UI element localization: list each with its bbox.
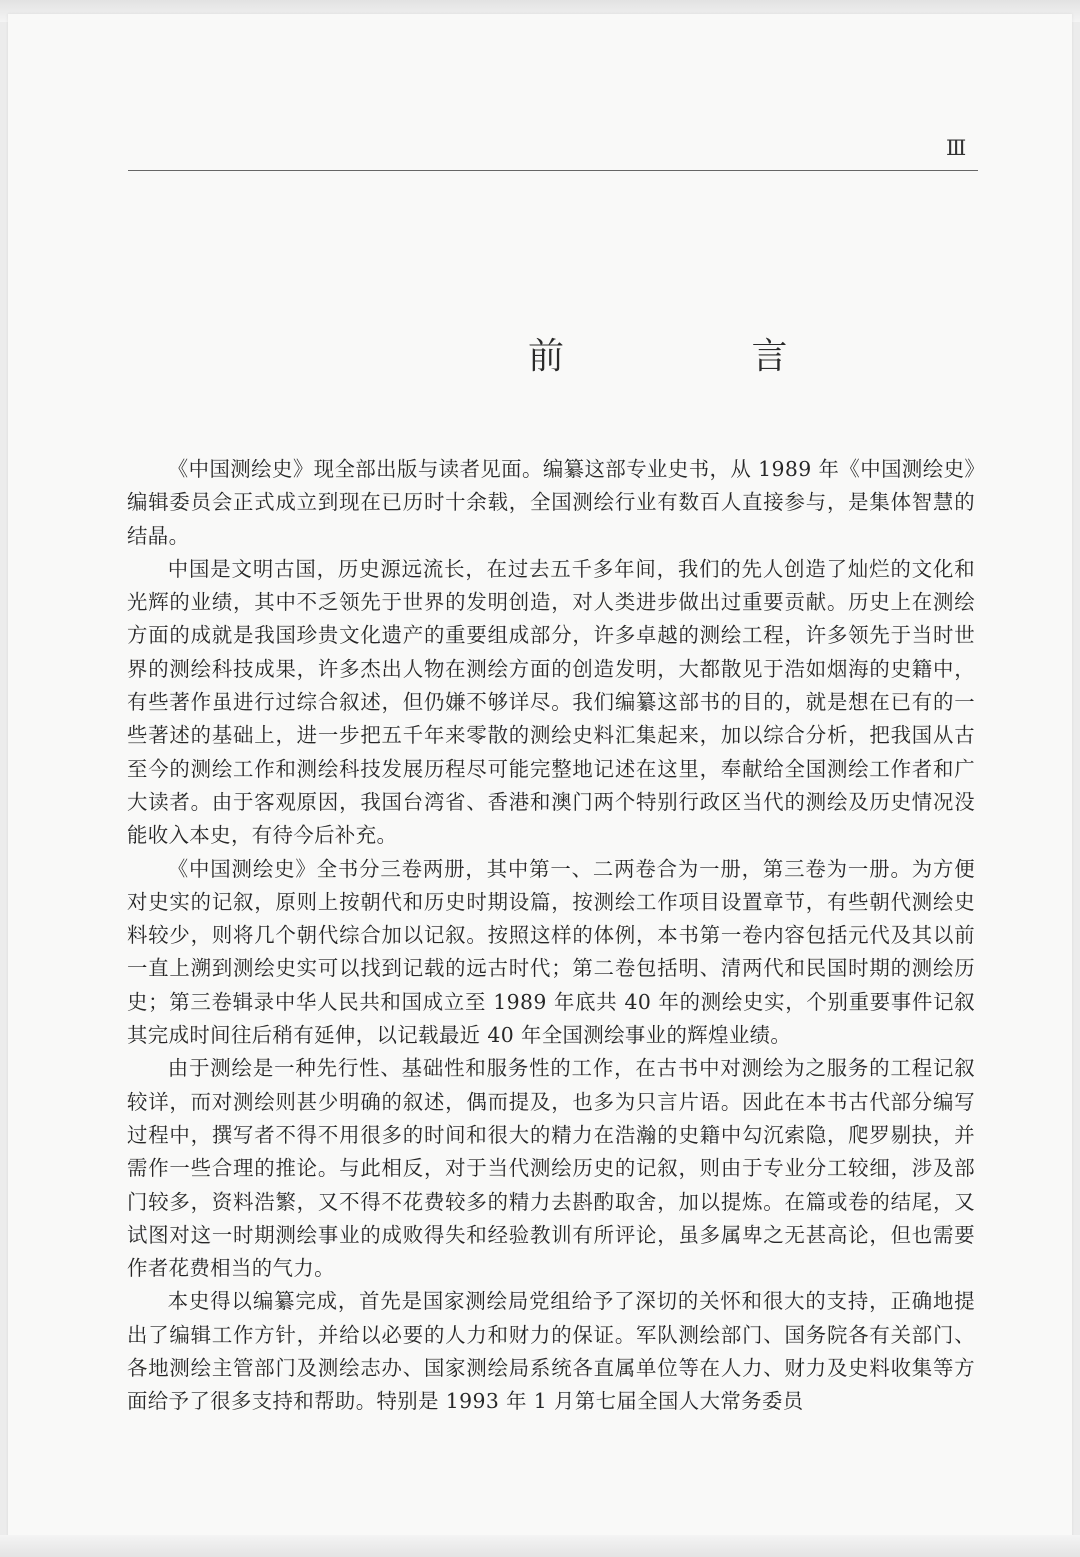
paragraph: 《中国测绘史》现全部出版与读者见面。编纂这部专业史书，从 1989 年《中国测绘史》编辑委员会正式成立到现在已历时十余载，全国测绘行业有数百人直接参与，是集体智慧的结晶。 xyxy=(127,457,975,548)
body-text xyxy=(127,453,975,1419)
page-number: Ⅲ xyxy=(946,136,967,160)
paragraph: 《中国测绘史》全书分三卷两册，其中第一、二两卷合为一册，第三卷为一册。为方便对史实的记叙，原则上按朝代和历史时期设篇，按测绘工作项目设置章节，有些朝代测绘史料较少，则将几个朝代综合加以记叙。按照这样的体例，本书第一卷内容包括元代及其以前一直上溯到测绘史实可以找到记载的远古时代；第二卷包括明、清两代和民国时期的测绘历史；第三卷辑录中华人民共和国成立至 1989 年底共 40 年的测绘史实，个别重要事件记叙其完成时间往后稍有延伸，以记载最近 40 年全国测绘事业的辉煌业绩。 xyxy=(127,856,975,1048)
header-rule xyxy=(128,170,978,171)
paragraph: 中国是文明古国，历史源远流长，在过去五千多年间，我们的先人创造了灿烂的文化和光辉的业绩，其中不乏领先于世界的发明创造，对人类进步做出过重要贡献。历史上在测绘方面的成就是我国珍贵文化遗产的重要组成部分，许多卓越的测绘工程，许多领先于当时世界的测绘科技成果，许多杰出人物在测绘方面的创造发明，大都散见于浩如烟海的史籍中，有些著作虽进行过综合叙述，但仍嫌不够详尽。我们编纂这部书的目的，就是想在已有的一些著述的基础上，进一步把五千年来零散的测绘史料汇集起来，加以综合分析，把我国从古至今的测绘工作和测绘科技发展历程尽可能完整地记述在这里，奉献给全国测绘工作者和广大读者。由于客观原因，我国台湾省、香港和澳门两个特别行政区当代的测绘及历史情况没能收入本史，有待今后补充。 xyxy=(127,556,975,848)
page-title: 前 言 xyxy=(528,336,876,377)
scan-bottom-edge xyxy=(0,1535,1080,1557)
paragraph: 本史得以编纂完成，首先是国家测绘局党组给予了深切的关怀和很大的支持，正确地提出了编辑工作方针，并给以必要的人力和财力的保证。军队测绘部门、国务院各有关部门、各地测绘主管部门及测绘志办、国家测绘局系统各直属单位等在人力、财力及史料收集等方面给予了很多支持和帮助。特别是 1993 年 1 月第七届全国人大常务委员 xyxy=(127,1289,975,1414)
paragraph: 由于测绘是一种先行性、基础性和服务性的工作，在古书中对测绘为之服务的工程记叙较详，而对测绘则甚少明确的叙述，偶而提及，也多为只言片语。因此在本书古代部分编写过程中，撰写者不得不用很多的时间和很大的精力在浩瀚的史籍中勾沉索隐，爬罗剔抉，并需作一些合理的推论。与此相反，对于当代测绘历史的记叙，则由于专业分工较细，涉及部门较多，资料浩繁，又不得不花费较多的精力去斟酌取舍，加以提炼。在篇或卷的结尾，又试图对这一时期测绘事业的成败得失和经验教训有所评论，虽多属卑之无甚高论，但也需要作者花费相当的气力。 xyxy=(127,1056,975,1281)
